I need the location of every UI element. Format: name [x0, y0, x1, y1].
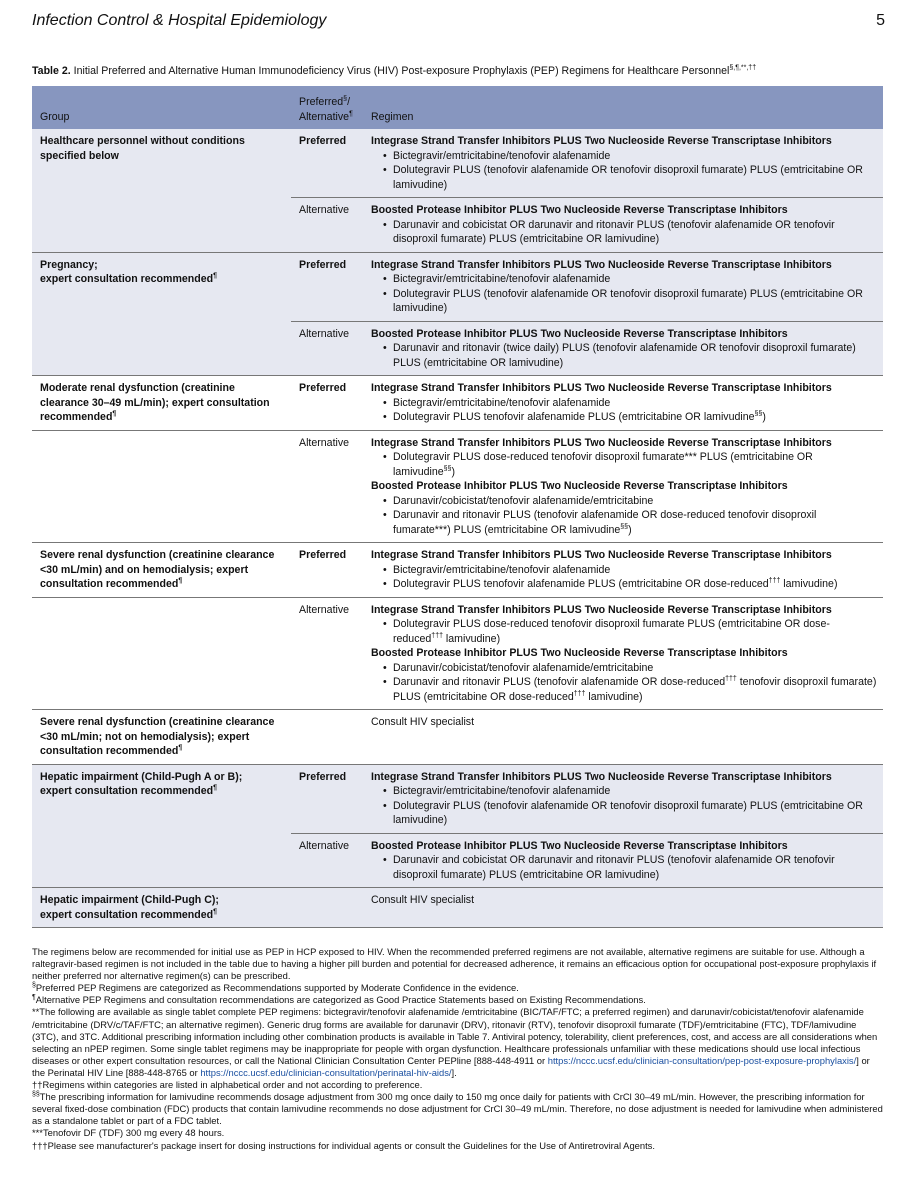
- regimen-category: Boosted Protease Inhibitor PLUS Two Nucleoside Reverse Transcriptase Inhibitors: [371, 480, 788, 492]
- pref-cell-empty: [291, 710, 363, 765]
- regimen-cell: [363, 543, 883, 598]
- pref-cell: Preferred: [291, 252, 363, 321]
- regimen-cell: [363, 198, 883, 253]
- regimen-cell: [363, 430, 883, 543]
- regimen-item: • Dolutegravir PLUS dose-reduced tenofovir disoproxil fumarate PLUS (emtricitabine OR dose-reduced††† lamivudine): [393, 617, 877, 646]
- header-preferred-alternative: Preferred§/ Alternative¶: [299, 95, 353, 123]
- header-regimen: Regimen: [371, 110, 414, 123]
- regimen-cell: [363, 376, 883, 431]
- regimen-item: • Darunavir and ritonavir (twice daily) PLUS (tenofovir alafenamide OR tenofovir disoproxil fumarate) PLUS (emtricitabine OR lamivudine): [393, 341, 877, 370]
- group-cell: Severe renal dysfunction (creatinine clearance <30 mL/min; not on hemodialysis); expert consultation recommended¶: [32, 710, 291, 765]
- table-header-row: [32, 86, 883, 129]
- group-cell: Pregnancy; expert consultation recommended¶: [32, 252, 291, 376]
- regimen-cell: [363, 764, 883, 833]
- footnote-double-dagger: ††Regimens within categories are listed in alphabetical order and not according to preference.: [32, 1079, 423, 1091]
- table-row: [32, 888, 883, 928]
- footnote-intro: The regimens below are recommended for initial use as PEP in HCP exposed to HIV. When the recommended preferred regimens are not available, alternative regimens are suitable for use. Although a raltegravir-based regimen is not included in the table due to having a higher pill burden and potential for decreased adherence, it remains an efficacious option for occupational post-exposure prophylaxis if neither preferred nor alternative regimen(s) can be prescribed.: [32, 946, 877, 982]
- group-cell: Severe renal dysfunction (creatinine clearance <30 mL/min) and on hemodialysis; expert consultation recommended¶: [32, 543, 291, 598]
- pref-cell: Preferred: [291, 543, 363, 598]
- regimen-cell: [363, 321, 883, 376]
- alt-cell: Alternative: [291, 321, 363, 376]
- table-title: Initial Preferred and Alternative Human Immunodeficiency Virus (HIV) Post-exposure Prophylaxis (PEP) Regimens for Healthcare Personnel: [73, 65, 730, 77]
- table-row: [32, 764, 883, 833]
- regimen-category: Boosted Protease Inhibitor PLUS Two Nucleoside Reverse Transcriptase Inhibitors: [371, 839, 788, 852]
- table-row: [32, 543, 883, 598]
- table-row: [32, 710, 883, 765]
- footnote-triple-star: ***Tenofovir DF (TDF) 300 mg every 48 hours.: [32, 1127, 225, 1139]
- page-number: 5: [876, 12, 885, 29]
- regimen-category: Integrase Strand Transfer Inhibitors PLUS Two Nucleoside Reverse Transcriptase Inhibitors: [371, 382, 832, 394]
- regimen-item: • Bictegravir/emtricitabine/tenofovir alafenamide: [393, 272, 877, 287]
- regimen-category: Integrase Strand Transfer Inhibitors PLUS Two Nucleoside Reverse Transcriptase Inhibitors: [371, 436, 832, 449]
- regimen-category: Integrase Strand Transfer Inhibitors PLUS Two Nucleoside Reverse Transcriptase Inhibitors: [371, 549, 832, 561]
- regimen-item: • Bictegravir/emtricitabine/tenofovir alafenamide: [393, 563, 877, 578]
- regimen-category: Integrase Strand Transfer Inhibitors PLUS Two Nucleoside Reverse Transcriptase Inhibitors: [371, 603, 832, 616]
- regimen-category: Integrase Strand Transfer Inhibitors PLUS Two Nucleoside Reverse Transcriptase Inhibitors: [371, 135, 832, 147]
- group-cell-empty: [32, 597, 291, 710]
- pepline-link[interactable]: https://nccc.ucsf.edu/clinician-consultation/pep-post-exposure-prophylaxis/: [547, 1054, 857, 1066]
- regimen-cell: Consult HIV specialist: [363, 888, 883, 928]
- table-row: [32, 430, 883, 543]
- pref-cell: Preferred: [291, 764, 363, 833]
- footnote-double-star: **The following are available as single tablet complete PEP regimens: bictegravir/tenofovir alafenamide /emtricitabine (BIC/TAF/FTC; a preferred regimen) and darunavir/cobicistat/tenofovir alafenamide /emtricitabine (DRV/c/TAF/FTC; an alternative regimen). Generic drug forms are available for darunavir (DRV), ritonavir (RTV), tenofovir disoproxil fumarate (TDF)/emtricitabine (FTC), TDF/lamivudine (3TC), and 3TC. Additional prescribing information including other combination products is available in Table 7. Antiviral potency, tolerability, client preferences, cost, and access are all considerations when selecting an nPEP regimen. Some single tablet regimens may be inappropriate for people with organ dysfunction. Healthcare professionals unfamiliar with these medications should use local infectious diseases or other expert consultation resources, or call the National Clinician Consultation Center PEPline [888-448-4911 or https://nccc.ucsf.edu/clinician-consultation/pep-post-exposure-prophylaxis/] or the Perinatal HIV Line [888-448-8765 or https://nccc.ucsf.edu/clinician-consultation/perinatal-hiv-aids/].: [32, 1006, 878, 1078]
- table-label: Table 2.: [32, 65, 71, 77]
- regimen-item: • Dolutegravir PLUS (tenofovir alafenamide OR tenofovir disoproxil fumarate) PLUS (emtricitabine OR lamivudine): [393, 287, 877, 316]
- regimen-category: Boosted Protease Inhibitor PLUS Two Nucleoside Reverse Transcriptase Inhibitors: [371, 327, 788, 340]
- regimen-item: • Bictegravir/emtricitabine/tenofovir alafenamide: [393, 149, 877, 164]
- regimen-cell: [363, 252, 883, 321]
- regimen-cell: [363, 833, 883, 888]
- regimen-table: [32, 86, 883, 928]
- perinatal-hiv-link[interactable]: https://nccc.ucsf.edu/clinician-consultation/perinatal-hiv-aids/: [200, 1066, 452, 1078]
- regimen-item: • Darunavir/cobicistat/tenofovir alafenamide/emtricitabine: [393, 494, 877, 509]
- regimen-item: • Darunavir and cobicistat OR darunavir and ritonavir PLUS (tenofovir alafenamide OR tenofovir disoproxil fumarate) PLUS (emtricitabine OR lamivudine): [393, 218, 877, 247]
- regimen-item: • Dolutegravir PLUS (tenofovir alafenamide OR tenofovir disoproxil fumarate) PLUS (emtricitabine OR lamivudine): [393, 163, 877, 192]
- table-caption: [32, 64, 885, 78]
- footnote-double-section: §§The prescribing information for lamivudine recommends dosage adjustment from 300 mg once daily to 150 mg once daily for patients with CrCl 30–49 mL/min. However, the prescribing information for several fixed-dose combination (FDC) products that contain lamivudine recommends no dose adjustment for CrCl 30–49 mL/min. Therefore, no dose adjustment is needed for lamivudine when administered as a standalone tablet or part of a FDC tablet.: [32, 1091, 883, 1127]
- regimen-cell: Consult HIV specialist: [363, 710, 883, 765]
- pref-cell-empty: [291, 888, 363, 928]
- regimen-item: • Darunavir/cobicistat/tenofovir alafenamide/emtricitabine: [393, 661, 877, 676]
- regimen-item: • Darunavir and ritonavir PLUS (tenofovir alafenamide OR dose-reduced tenofovir disoproxil fumarate***) PLUS (emtricitabine OR lamivudine§§): [393, 508, 877, 537]
- alt-cell: Alternative: [291, 430, 363, 543]
- pref-cell: Preferred: [291, 376, 363, 431]
- regimen-cell: [363, 129, 883, 198]
- page-header: [32, 12, 885, 36]
- regimen-cell: [363, 597, 883, 710]
- alt-cell: Alternative: [291, 833, 363, 888]
- footnote-section: §Preferred PEP Regimens are categorized as Recommendations supported by Moderate Confidence in the evidence.: [32, 982, 519, 994]
- group-cell: Hepatic impairment (Child-Pugh A or B); expert consultation recommended¶: [32, 764, 291, 888]
- regimen-item: • Dolutegravir PLUS tenofovir alafenamide PLUS (emtricitabine OR lamivudine§§): [393, 410, 877, 425]
- group-cell: Moderate renal dysfunction (creatinine clearance 30–49 mL/min); expert consultation recommended¶: [32, 376, 291, 431]
- footnote-triple-dagger: †††Please see manufacturer's package insert for dosing instructions for individual agents or consult the Guidelines for the Use of Antiretroviral Agents.: [32, 1139, 655, 1151]
- regimen-item: • Bictegravir/emtricitabine/tenofovir alafenamide: [393, 396, 877, 411]
- regimen-item: • Bictegravir/emtricitabine/tenofovir alafenamide: [393, 784, 877, 799]
- regimen-item: • Dolutegravir PLUS (tenofovir alafenamide OR tenofovir disoproxil fumarate) PLUS (emtricitabine OR lamivudine): [393, 799, 877, 828]
- table-row: [32, 129, 883, 198]
- regimen-item: • Darunavir and cobicistat OR darunavir and ritonavir PLUS (tenofovir alafenamide OR tenofovir disoproxil fumarate) PLUS (emtricitabine OR lamivudine): [393, 853, 877, 882]
- group-cell-empty: [32, 430, 291, 543]
- regimen-item: • Dolutegravir PLUS dose-reduced tenofovir disoproxil fumarate*** PLUS (emtricitabine OR lamivudine§§): [393, 450, 877, 479]
- regimen-category: Integrase Strand Transfer Inhibitors PLUS Two Nucleoside Reverse Transcriptase Inhibitors: [371, 258, 832, 271]
- footnote-pilcrow: ¶Alternative PEP Regimens and consultation recommendations are categorized as Good Practice Statements based on Existing Recommendations.: [32, 994, 646, 1006]
- table-row: [32, 376, 883, 431]
- table-row: [32, 597, 883, 710]
- caption-marks: §,¶,**,††: [729, 64, 757, 72]
- journal-title: Infection Control & Hospital Epidemiology: [32, 12, 327, 29]
- regimen-item: • Dolutegravir PLUS tenofovir alafenamide PLUS (emtricitabine OR dose-reduced††† lamivudine): [393, 577, 877, 592]
- alt-cell: Alternative: [291, 597, 363, 710]
- pref-cell: Preferred: [291, 129, 363, 198]
- group-cell: Hepatic impairment (Child-Pugh C); expert consultation recommended¶: [32, 888, 291, 928]
- alt-cell: Alternative: [291, 198, 363, 253]
- table-row: [32, 252, 883, 321]
- regimen-category: Boosted Protease Inhibitor PLUS Two Nucleoside Reverse Transcriptase Inhibitors: [371, 647, 788, 659]
- table-footnotes: [32, 946, 885, 1152]
- regimen-item: • Darunavir and ritonavir PLUS (tenofovir alafenamide OR dose-reduced††† tenofovir disoproxil fumarate) PLUS (emtricitabine OR dose-reduced††† lamivudine): [393, 675, 877, 704]
- regimen-category: Integrase Strand Transfer Inhibitors PLUS Two Nucleoside Reverse Transcriptase Inhibitors: [371, 770, 832, 783]
- group-cell: Healthcare personnel without conditions specified below: [32, 129, 291, 252]
- header-group: Group: [40, 110, 70, 123]
- regimen-category: Boosted Protease Inhibitor PLUS Two Nucleoside Reverse Transcriptase Inhibitors: [371, 204, 788, 216]
